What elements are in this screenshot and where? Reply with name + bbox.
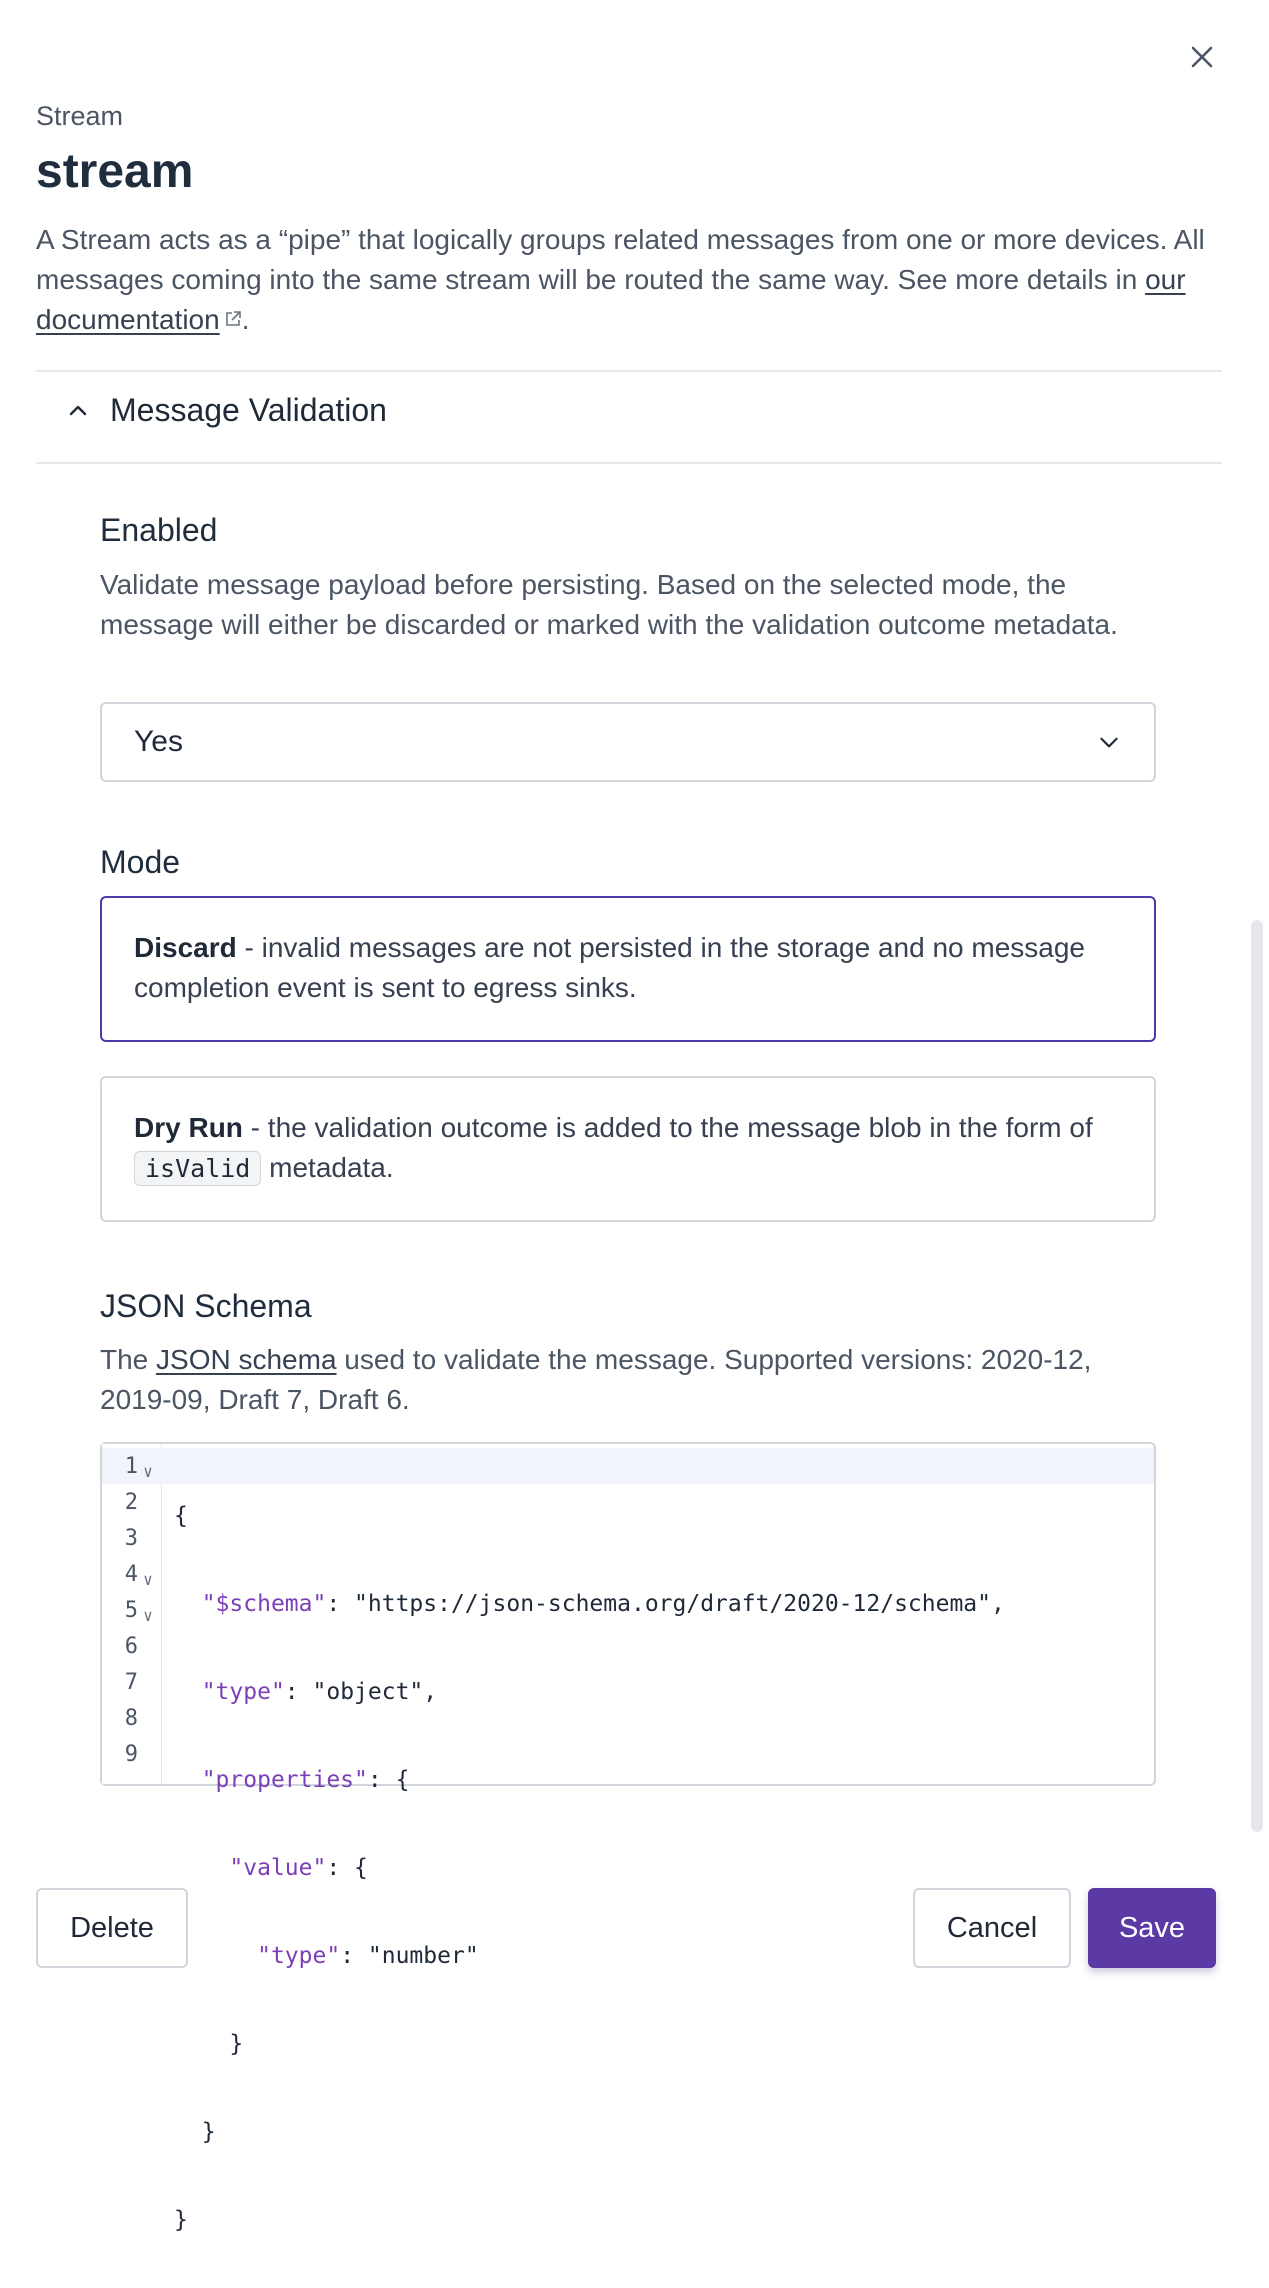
fold-chevron-icon[interactable]: ∨: [143, 1461, 153, 1481]
json-schema-label: JSON Schema: [100, 1288, 312, 1324]
stream-description: A Stream acts as a “pipe” that logically groups related messages from one or more devices. All messages coming into the same stream will be routed the same way. See more details in our documentation .: [36, 224, 1205, 335]
enabled-help: Validate message payload before persisting. Based on the selected mode, the message will either be discarded or marked with the validation outcome metadata.: [100, 569, 1118, 640]
save-button[interactable]: Save: [1088, 1888, 1216, 1968]
close-button[interactable]: [1185, 40, 1219, 74]
drawer-header: [36, 98, 1222, 340]
json-schema-help: The JSON schema used to validate the message. Supported versions: 2020-12, 2019-09, Draft 7, Draft 6.: [100, 1344, 1092, 1415]
line-number: 4: [124, 1561, 138, 1587]
page-title: stream: [36, 145, 194, 198]
chevron-down-icon: [1096, 729, 1122, 755]
line-number: 7: [124, 1669, 138, 1695]
cancel-button[interactable]: Cancel: [913, 1888, 1071, 1968]
line-number: 8: [124, 1705, 138, 1731]
scrollbar[interactable]: [1251, 920, 1263, 1832]
fold-chevron-icon[interactable]: ∨: [143, 1605, 153, 1625]
editor-code: { "$schema": "https://json-schema.org/draft/2020-12/schema", "type": "object", "properties": { "value": { "type": "number" } } }: [174, 1503, 1005, 2233]
mode-option-description: - invalid messages are not persisted in the storage and no message completion event is sent to egress sinks.: [134, 932, 1085, 1003]
message-validation-toggle[interactable]: [66, 392, 387, 429]
line-number: 6: [124, 1633, 138, 1659]
enabled-select-value: Yes: [134, 725, 183, 758]
line-number: 1: [124, 1453, 138, 1479]
entity-type-label: Stream: [36, 101, 124, 131]
enabled-label: Enabled: [100, 512, 218, 548]
mode-option-dry-run[interactable]: Dry Run - the validation outcome is added to the message blob in the form of isValid metadata.: [100, 1076, 1156, 1222]
delete-button[interactable]: Delete: [36, 1888, 188, 1968]
mode-option-title: Discard: [134, 932, 237, 963]
chevron-up-icon: [66, 399, 90, 423]
line-number: 9: [124, 1741, 138, 1767]
line-number: 2: [124, 1489, 138, 1515]
line-number: 5: [124, 1597, 138, 1623]
divider: [36, 370, 1222, 372]
fold-chevron-icon[interactable]: ∨: [143, 1569, 153, 1589]
enabled-select[interactable]: [100, 702, 1156, 782]
mode-label: Mode: [100, 844, 181, 880]
divider: [36, 462, 1222, 464]
line-number: 3: [124, 1525, 138, 1551]
close-icon: [1190, 45, 1214, 69]
documentation-link[interactable]: our documentation: [36, 264, 1186, 335]
external-link-icon: [224, 310, 242, 328]
section-title: Message Validation: [110, 392, 387, 428]
json-schema-link[interactable]: JSON schema: [156, 1344, 337, 1375]
mode-option-title: Dry Run: [134, 1112, 243, 1143]
mode-option-discard[interactable]: [100, 896, 1156, 1042]
inline-code: isValid: [134, 1151, 261, 1186]
